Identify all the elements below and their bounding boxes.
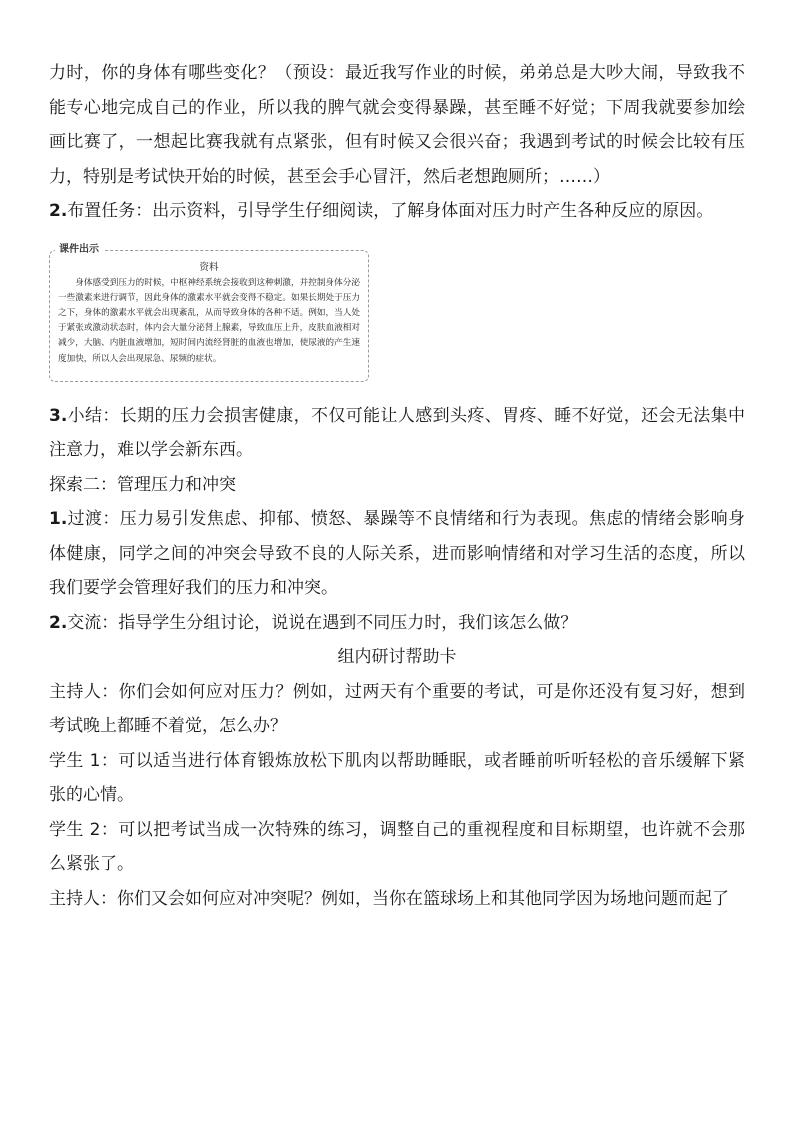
task-paragraph [49, 194, 745, 229]
host-question-2: 主持人：你们又会如何应对冲突呢？例如，当你在篮球场上和其他同学因为场地问题而起了 [49, 888, 729, 909]
figure-text: 身体感受到压力的时候，中枢神经系统会接收到这种刺激，并控制身体分泌一些激素来进行调节，因此身体的激素水平就会变得不稳定。如果长期处于压力之下，身体的激素水平就会出现紊乱，从而导致身体的各种不适。例如，当人处于紧张或激动状态时，体内会大量分泌肾上腺素，导致血压上升，皮肤血液相对减少，大脑、内脏血液增加，短时间内流经肾脏的血液也增加，使尿液的产生速度加快，所以人会出现尿急、尿频的症状。 [58, 277, 360, 364]
student-answer-2: 学生 2：可以把考试当成一次特殊的练习，调整自己的重视程度和目标期望，也许就不会那么紧张了。 [49, 819, 745, 874]
host-question-1: 主持人：你们会如何应对压力？例如，过两天有个重要的考试，可是你还没有复习好，想到考试晚上都睡不着觉，怎么办？ [49, 681, 745, 736]
figure-tag: 课件出示 [55, 243, 103, 257]
transition-number: 1. [49, 509, 68, 529]
summary-text: 小结：长期的压力会损害健康，不仅可能让人感到头疼、胃疼、睡不好觉，还会无法集中注意力，难以学会新东西。 [49, 405, 745, 460]
document-page [49, 56, 745, 916]
figure-title: 资料 [199, 261, 219, 273]
discuss-text: 交流：指导学生分组讨论，说说在遇到不同压力时，我们该怎么做？ [67, 612, 578, 633]
summary-number: 3. [49, 405, 68, 426]
card-title: 组内研讨帮助卡 [337, 647, 457, 667]
student-answer-1: 学生 1：可以适当进行体育锻炼放松下肌肉以帮助睡眠，或者睡前听听轻松的音乐缓解下紧张的心情。 [49, 750, 745, 805]
task-text: 布置任务：出示资料，引导学生仔细阅读，了解身体面对压力时产生各种反应的原因。 [67, 201, 714, 221]
courseware-figure [49, 243, 371, 383]
summary-paragraph [49, 399, 745, 468]
transition-text: 过渡：压力易引发焦虑、抑郁、愤怒、暴躁等不良情绪和行为表现。焦虑的情绪会影响身体健康，同学之间的冲突会导致不良的人际关系，进而影响情绪和对学习生活的态度，所以我们要学会管理好我们的压力和冲突。 [49, 509, 745, 598]
explore-heading: 探索二：管理压力和冲突 [49, 474, 236, 495]
discuss-number: 2. [49, 612, 68, 633]
task-number: 2. [49, 201, 68, 221]
transition-paragraph [49, 502, 745, 606]
discuss-paragraph [49, 606, 745, 641]
figure-box [49, 250, 369, 382]
intro-paragraph: 力时，你的身体有哪些变化？（预设：最近我写作业的时候，弟弟总是大吵大闹，导致我不能专心地完成自己的作业，所以我的脾气就会变得暴躁，甚至睡不好觉；下周我就要参加绘画比赛了，一想起比赛我就有点紧张，但有时候又会很兴奋；我遇到考试的时候会比较有压力，特别是考试快开始的时候，甚至会手心冒汗，然后老想跑厕所；……） [49, 63, 745, 187]
